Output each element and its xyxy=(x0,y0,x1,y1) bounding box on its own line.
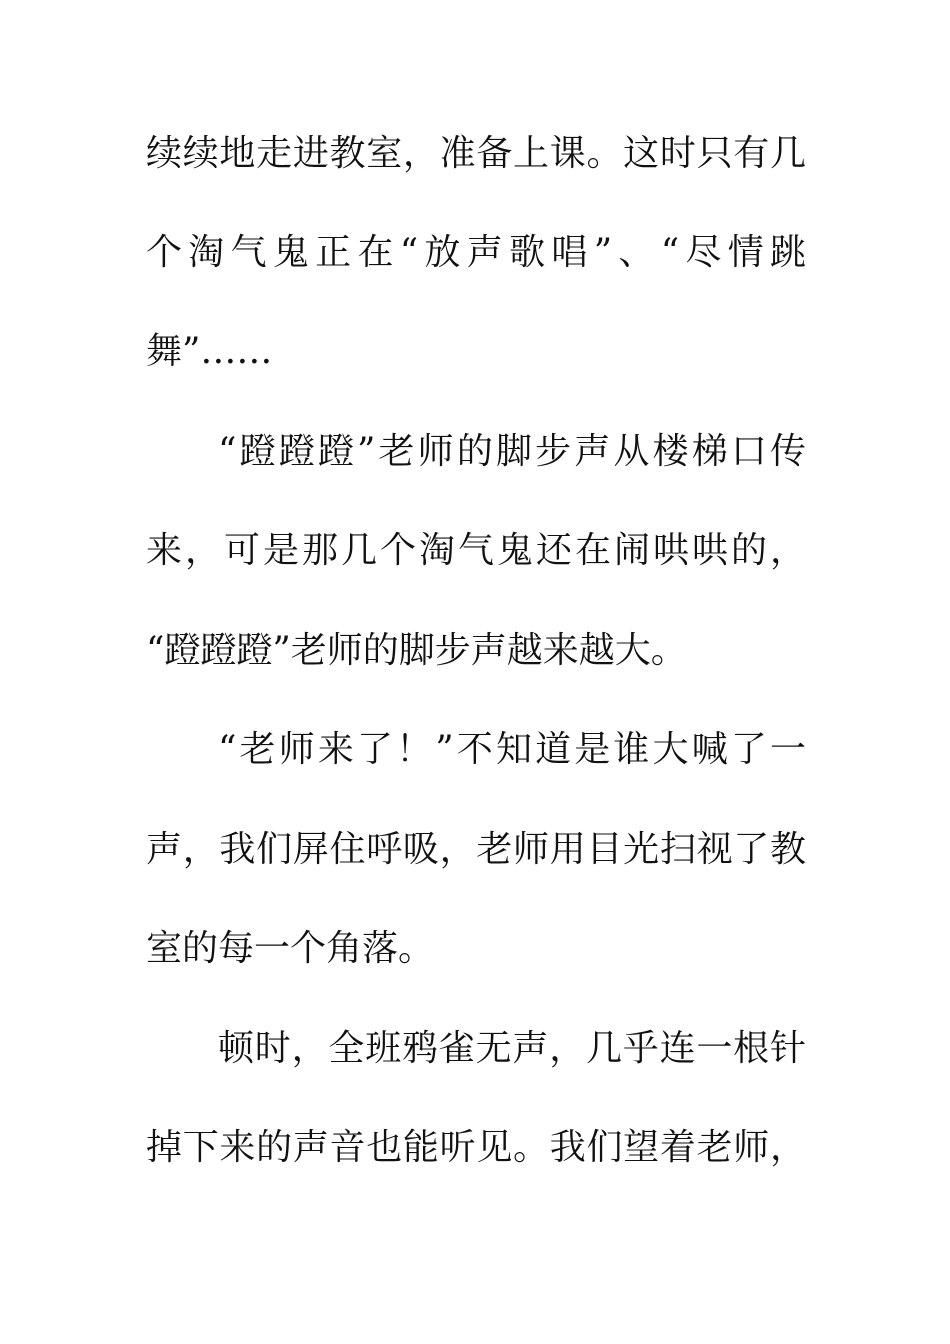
text-line: “老师来了！”不知道是谁大喊了一 xyxy=(218,729,806,770)
text-line: 室的每一个角落。 xyxy=(146,928,435,969)
text-line: 来，可是那几个淘气鬼还在闹哄哄的， xyxy=(146,530,806,571)
text-line: 个淘气鬼正在“放声歌唱”、“尽情跳 xyxy=(146,232,806,273)
text-line: “蹬蹬蹬”老师的脚步声从楼梯口传 xyxy=(218,431,806,472)
text-line: 舞”…… xyxy=(146,331,273,372)
text-line: 声，我们屏住呼吸，老师用目光扫视了教 xyxy=(146,829,806,870)
text-line: 掉下来的声音也能听见。我们望着老师， xyxy=(146,1127,806,1168)
text-line: 续续地走进教室，准备上课。这时只有几 xyxy=(146,133,806,174)
text-line: 顿时，全班鸦雀无声，几乎连一根针 xyxy=(218,1028,806,1069)
text-line: “蹬蹬蹬”老师的脚步声越来越大。 xyxy=(146,630,687,671)
